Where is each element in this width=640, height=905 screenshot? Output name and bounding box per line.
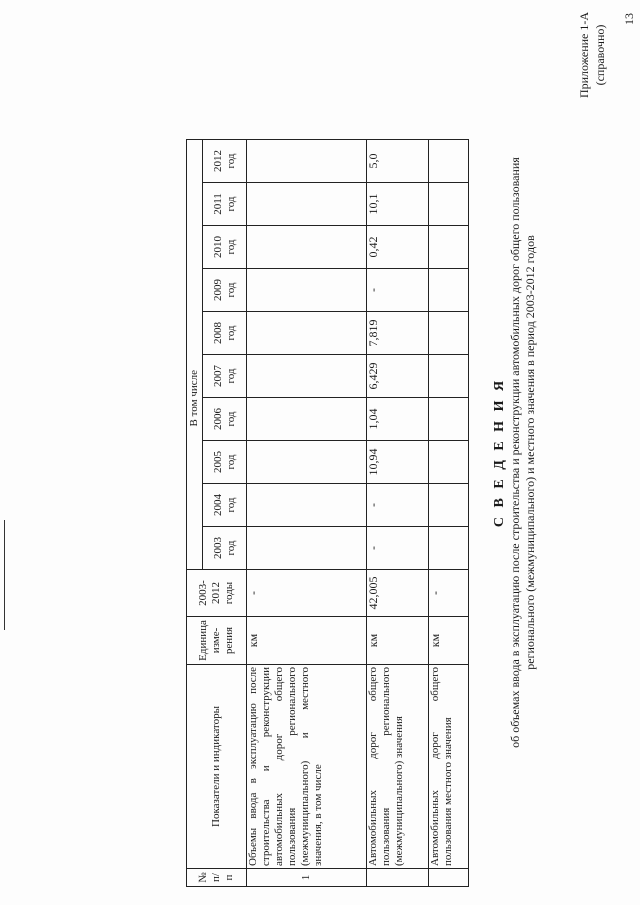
header-year: 2009 год [203, 269, 247, 312]
row-year-value: 1,04 [367, 398, 429, 441]
row-indicator: Объемы ввода в эксплуатацию после строительства и реконструкции автомобильных дорог общего пользования регионального (межмуниципального) и местного значения, в том числе [247, 665, 367, 869]
row-year-value [247, 140, 367, 183]
row-unit: км [367, 617, 429, 665]
header-indicator: Показатели и индикаторы [187, 665, 247, 869]
row-year-value [247, 226, 367, 269]
row-year-value [429, 183, 469, 226]
row-year-value [429, 527, 469, 570]
row-num [429, 869, 469, 887]
row-year-value [429, 140, 469, 183]
row-year-value: 7,819 [367, 312, 429, 355]
row-unit: км [429, 617, 469, 665]
header-year: 2005 год [203, 441, 247, 484]
header-total: 2003-2012 годы [187, 570, 247, 617]
header-year: 2010 год [203, 226, 247, 269]
data-table [186, 139, 469, 887]
row-num: 1 [247, 869, 367, 887]
document-title: С В Е Д Е Н И Я [492, 377, 507, 528]
row-num [367, 869, 429, 887]
row-year-value [429, 441, 469, 484]
header-year: 2007 год [203, 355, 247, 398]
header-num: № п/п [187, 869, 247, 887]
row-year-value [247, 441, 367, 484]
row-year-value [247, 527, 367, 570]
header-including: В том числе [187, 140, 203, 570]
row-indicator: Автомобильных дорог общего пользования местного значения [429, 665, 469, 869]
row-year-value [429, 226, 469, 269]
row-year-value: 0,42 [367, 226, 429, 269]
row-year-value [247, 484, 367, 527]
header-unit: Единица изме-рения [187, 617, 247, 665]
row-year-value [247, 398, 367, 441]
header-year: 2004 год [203, 484, 247, 527]
row-year-value [429, 398, 469, 441]
row-total: - [247, 570, 367, 617]
row-year-value [247, 269, 367, 312]
row-unit: км [247, 617, 367, 665]
row-year-value: 10,94 [367, 441, 429, 484]
document-subtitle-line-1: об объемах ввода в эксплуатацию после строительства и реконструкции автомобильных дорог общего пользования [508, 157, 522, 748]
header-year: 2008 год [203, 312, 247, 355]
appendix-label [576, 5, 608, 105]
row-year-value: 10,1 [367, 183, 429, 226]
row-year-value: 6,429 [367, 355, 429, 398]
table-row [429, 140, 469, 887]
row-year-value [429, 484, 469, 527]
row-total: 42,005 [367, 570, 429, 617]
header-year: 2006 год [203, 398, 247, 441]
page-number: 13 [622, 13, 636, 25]
row-year-value [247, 355, 367, 398]
row-year-value [247, 183, 367, 226]
appendix-line-1: Приложение 1-А [577, 11, 591, 99]
row-year-value [429, 312, 469, 355]
header-year: 2003 год [203, 527, 247, 570]
row-year-value [429, 355, 469, 398]
row-year-value [247, 312, 367, 355]
document-subtitle-line-2: регионального (межмуниципального) и местного значения в период 2003-2012 годов [523, 235, 537, 670]
row-year-value: 5,0 [367, 140, 429, 183]
table-row [367, 140, 429, 887]
row-year-value [429, 269, 469, 312]
appendix-line-2: (справочно) [593, 24, 607, 86]
row-total: - [429, 570, 469, 617]
row-year-value: - [367, 269, 429, 312]
row-indicator: Автомобильных дорог общего пользования регионального (межмуниципального) значения [367, 665, 429, 869]
header-year: 2012 год [203, 140, 247, 183]
row-year-value: - [367, 484, 429, 527]
header-year: 2011 год [203, 183, 247, 226]
table-row [247, 140, 367, 887]
row-year-value: - [367, 527, 429, 570]
